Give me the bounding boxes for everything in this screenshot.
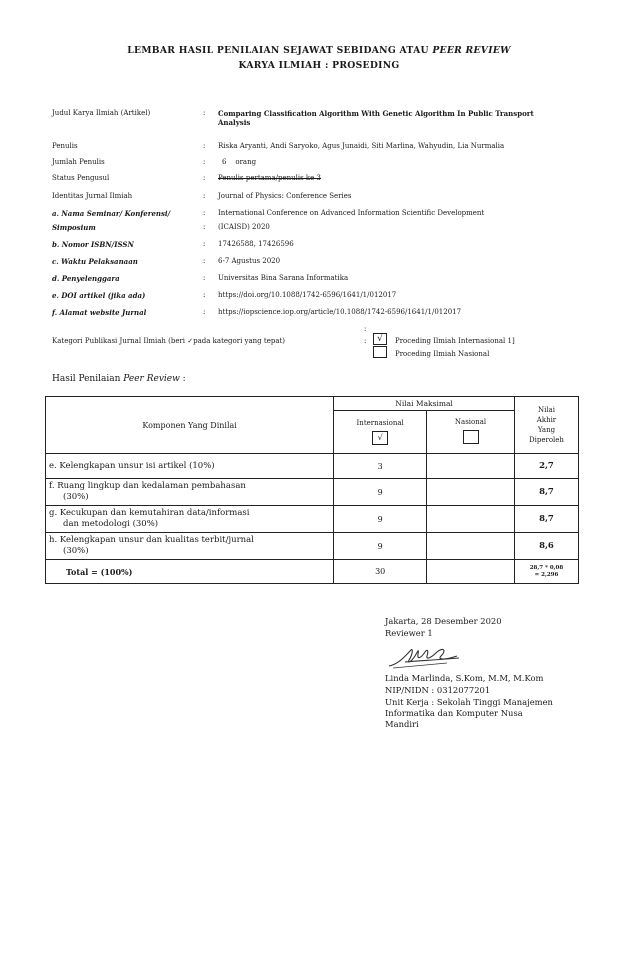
reviewer-unit: Unit Kerja : Sekolah Tinggi Manajemen Informatika dan Komputer Nusa Mandiri — [385, 697, 553, 729]
checkbox-internasional[interactable] — [373, 333, 387, 345]
section-heading: Hasil Penilaian Peer Review : — [52, 374, 186, 384]
reviewer-label: Reviewer 1 — [385, 628, 433, 638]
kategori-option-internasional: Proceding Ilmiah Internasional 1] — [395, 337, 515, 345]
jumlah-label: Jumlah Penulis — [52, 158, 105, 166]
identitas-value: Journal of Physics: Conference Series — [218, 192, 352, 200]
judul-value: Comparing Classification Algorithm With Genetic Algorithm In Public Transport Analysis — [218, 109, 534, 127]
row-intl: 9 — [334, 533, 427, 560]
page-title: LEMBAR HASIL PENILAIAN SEJAWAT SEBIDANG ATAU PEER REVIEW — [127, 45, 511, 56]
table-row — [46, 506, 579, 533]
checkbox-nasional[interactable] — [373, 346, 387, 358]
header-nilai-akhir: Nilai Akhir Yang Diperoleh — [514, 397, 578, 454]
row-komponen: h. Kelengkapan unsur dan kualitas terbit/jurnal (30%) — [46, 533, 334, 560]
waktu-value: 6-7 Agustus 2020 — [218, 257, 281, 265]
colon: : — [203, 174, 206, 182]
colon: : — [203, 109, 206, 117]
score-table — [45, 396, 579, 584]
check-mark-icon: √ — [377, 334, 383, 344]
check-mark-icon: √ — [377, 433, 383, 442]
signature-image — [385, 642, 465, 672]
row-komponen: g. Kecukupan dan kemutahiran data/informasi dan metodologi (30%) — [46, 506, 334, 533]
colon: : — [203, 308, 206, 316]
header-komponen: Komponen Yang Dinilai — [46, 397, 334, 454]
row-intl: 9 — [334, 506, 427, 533]
row-intl: 3 — [334, 454, 427, 479]
colon: : — [364, 325, 367, 333]
page-subtitle: KARYA ILMIAH : PROSEDING — [238, 60, 400, 71]
identitas-label: Identitas Jurnal Ilmiah — [52, 192, 133, 200]
header-nilai-maksimal: Nilai Maksimal — [334, 397, 515, 411]
checkbox-table-internasional[interactable] — [372, 431, 388, 445]
nama-seminar-value: International Conference on Advanced Information Scientific Development (ICAISD) 2020 — [218, 209, 485, 231]
judul-label: Judul Karya Ilmiah (Artikel) — [52, 109, 151, 117]
checkbox-table-nasional[interactable] — [463, 430, 479, 444]
table-row — [46, 479, 579, 506]
kategori-option-nasional: Proceding Ilmiah Nasional — [395, 350, 490, 358]
colon: : — [203, 291, 206, 299]
jumlah-value: 6 orang — [222, 158, 257, 166]
row-akhir: 8,6 — [514, 533, 578, 560]
colon: : — [203, 209, 206, 217]
colon: : — [364, 337, 367, 345]
total-intl: 30 — [334, 560, 427, 584]
row-komponen: e. Kelengkapan unsur isi artikel (10%) — [46, 454, 334, 479]
table-row — [46, 454, 579, 479]
isbn-value: 17426588, 17426596 — [218, 240, 294, 248]
row-nas — [427, 533, 515, 560]
colon: : — [203, 142, 206, 150]
kategori-label: Kategori Publikasi Jurnal Ilmiah (beri ✓pada kategori yang tepat) — [52, 337, 286, 345]
colon: : — [203, 192, 206, 200]
row-komponen: f. Ruang lingkup dan kedalaman pembahasan (30%) — [46, 479, 334, 506]
reviewer-name: Linda Marlinda, S.Kom, M.M, M.Kom — [385, 673, 544, 683]
penulis-label: Penulis — [52, 142, 78, 150]
isbn-label: b. Nomor ISBN/ISSN — [52, 240, 134, 249]
row-nas — [427, 479, 515, 506]
colon: : — [203, 240, 206, 248]
table-row — [46, 533, 579, 560]
nama-seminar-label: a. Nama Seminar/ Konferensi/ Simposium — [52, 209, 171, 232]
total-label: Total = (100%) — [46, 560, 334, 584]
doi-label: e. DOI artikel (jika ada) — [52, 291, 146, 300]
row-nas — [427, 506, 515, 533]
row-akhir: 8,7 — [514, 479, 578, 506]
total-row — [46, 560, 579, 584]
colon: : — [203, 274, 206, 282]
reviewer-nip: NIP/NIDN : 0312077201 — [385, 685, 491, 695]
colon: : — [203, 158, 206, 166]
row-akhir: 8,7 — [514, 506, 578, 533]
title-italic: PEER REVIEW — [432, 45, 511, 56]
colon: : — [203, 257, 206, 265]
penyelenggara-value: Universitas Bina Sarana Informatika — [218, 274, 349, 282]
alamat-value: https://iopscience.iop.org/article/10.1088/1742-6596/1641/1/012017 — [218, 308, 462, 316]
row-akhir: 2,7 — [514, 454, 578, 479]
waktu-label: c. Waktu Pelaksanaan — [52, 257, 138, 266]
penulis-value: Riska Aryanti, Andi Saryoko, Agus Junaidi, Siti Marlina, Wahyudin, Lia Nurmalia — [218, 142, 505, 150]
total-nas — [427, 560, 515, 584]
row-intl: 9 — [334, 479, 427, 506]
alamat-label: f. Alamat website Jurnal — [52, 308, 147, 317]
colon: : — [203, 223, 206, 231]
header-internasional: Internasional √ — [334, 411, 427, 454]
doi-value: https://doi.org/10.1088/1742-6596/1641/1/012017 — [218, 291, 397, 299]
row-nas — [427, 454, 515, 479]
status-value: Penulis pertama/penulis ke 3 — [218, 174, 321, 182]
place-date: Jakarta, 28 Desember 2020 — [385, 616, 502, 626]
total-akhir: 28,7 * 0,08 = 2,296 — [514, 560, 578, 584]
penyelenggara-label: d. Penyelenggara — [52, 274, 120, 283]
header-nasional: Nasional — [427, 411, 515, 454]
status-label: Status Pengusul — [52, 174, 110, 182]
